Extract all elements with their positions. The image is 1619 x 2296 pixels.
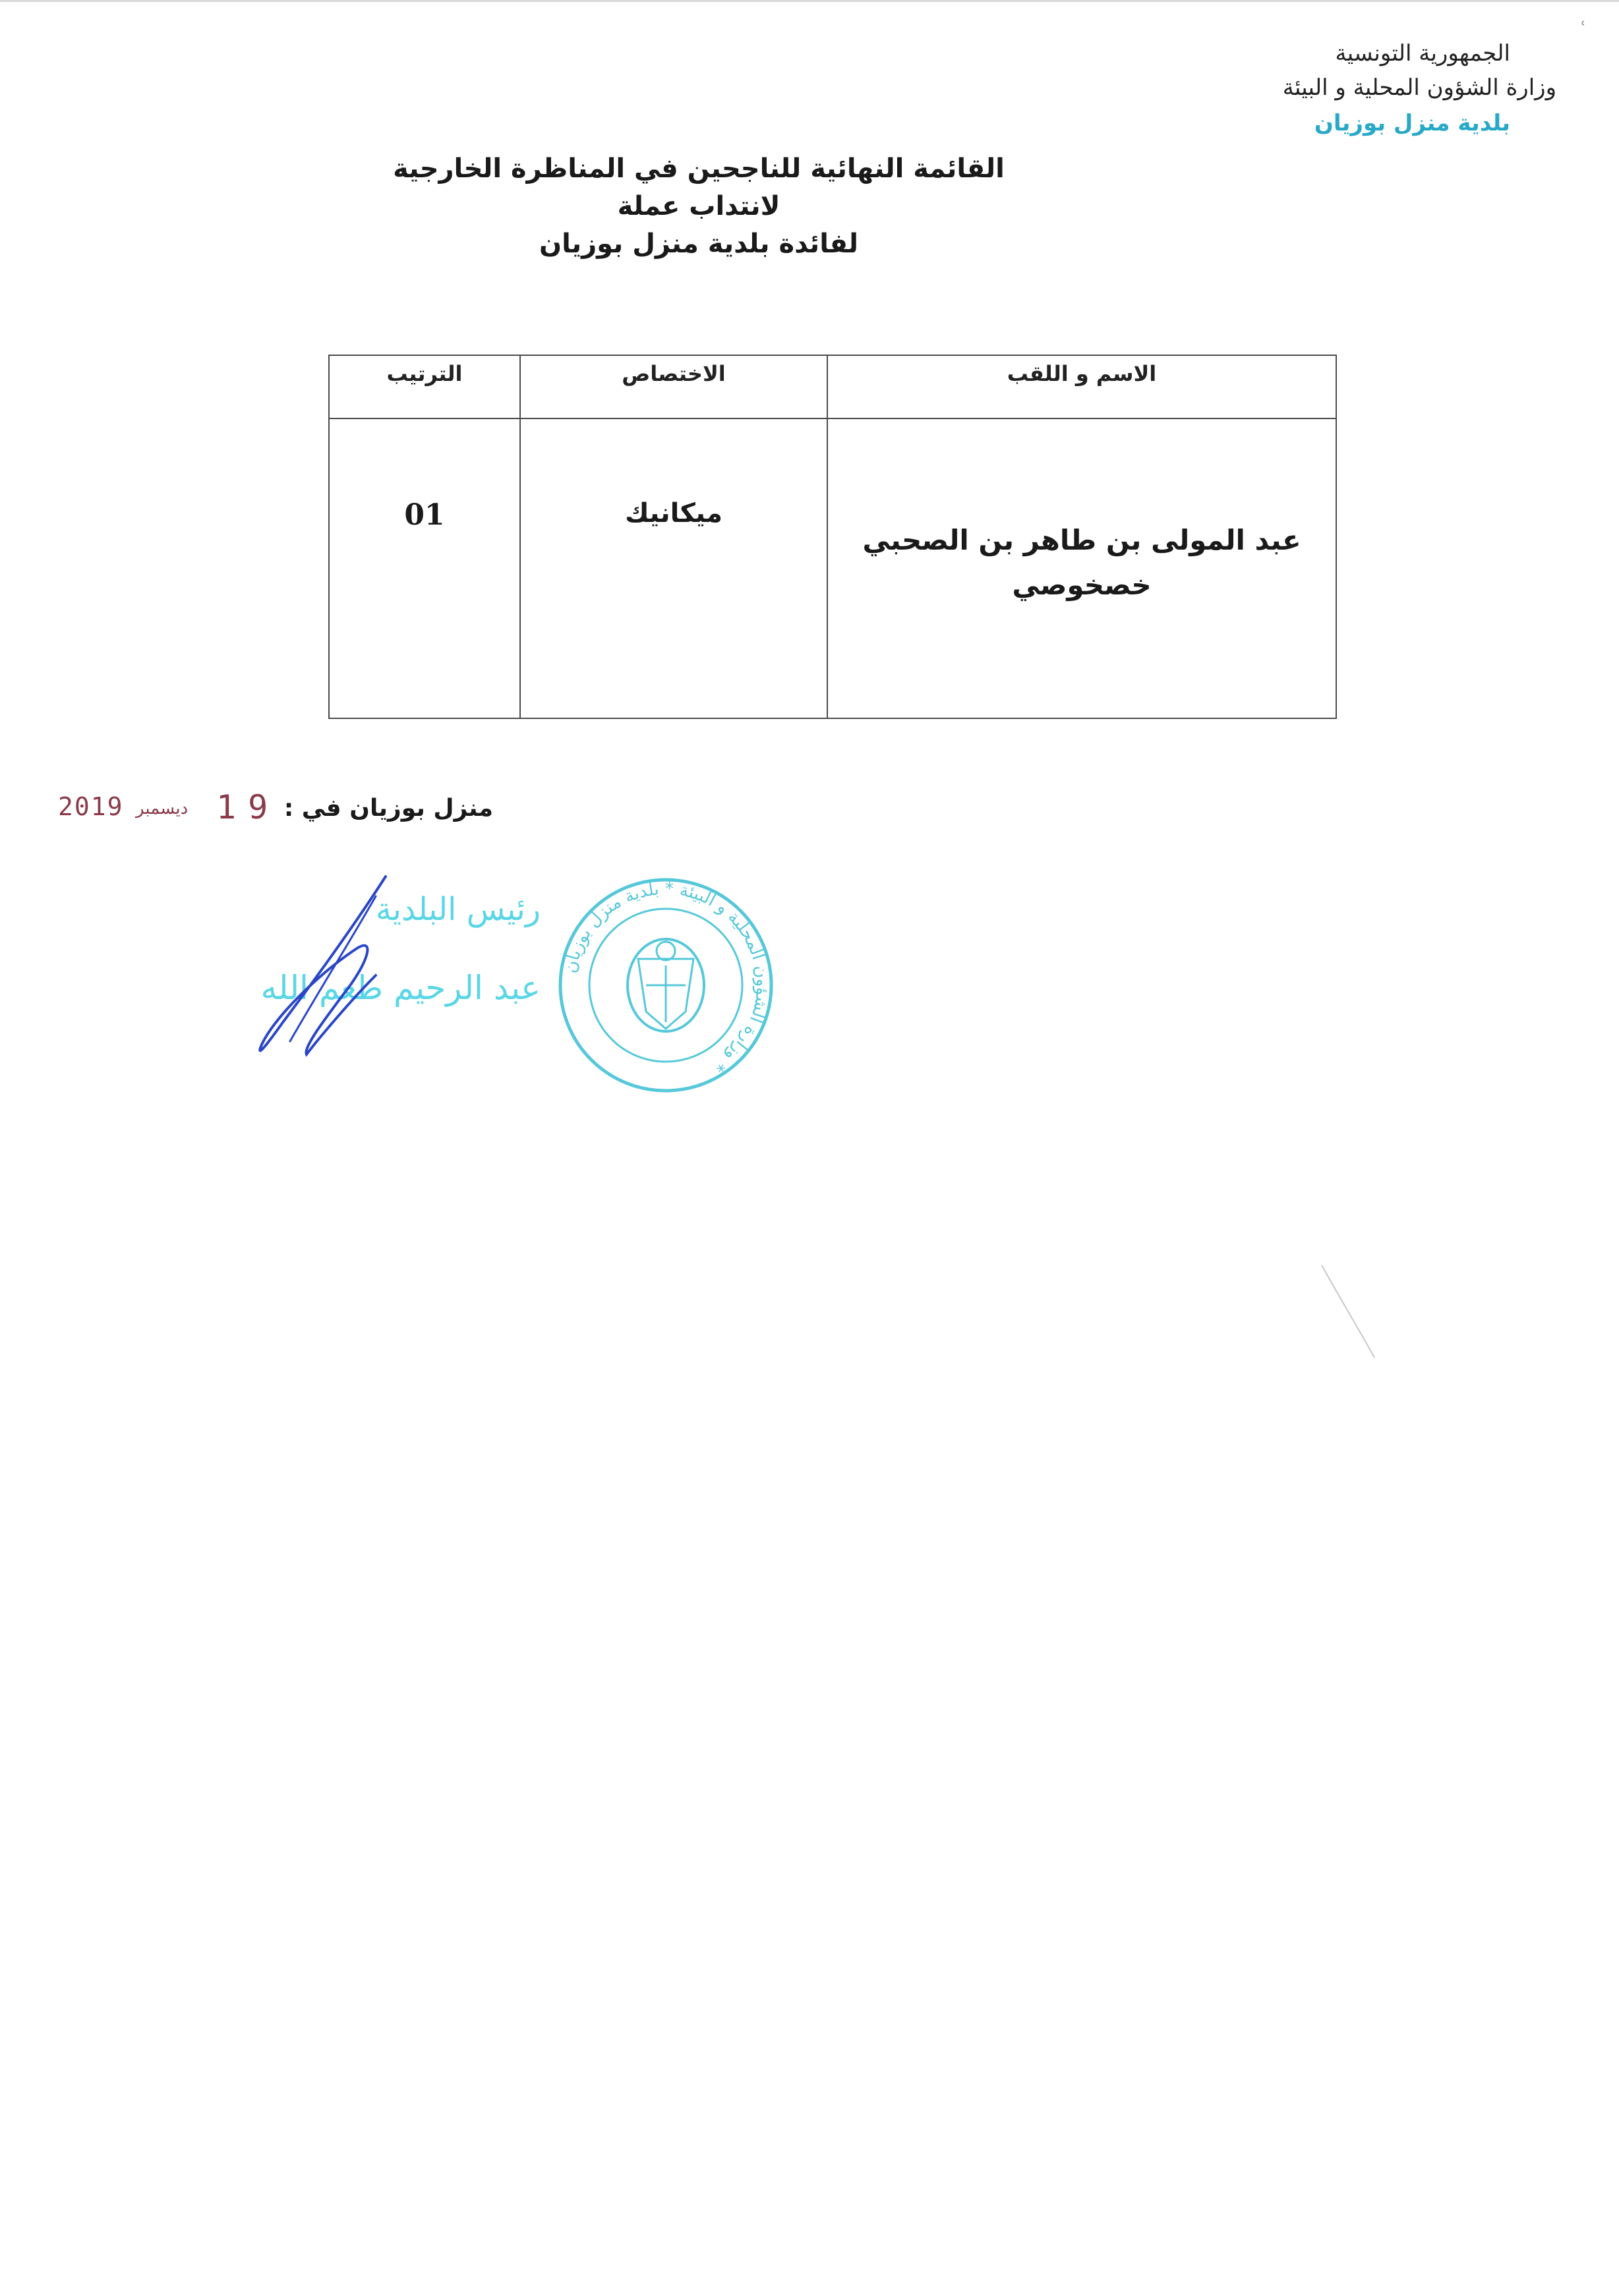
place-label: منزل بوزيان في :: [283, 795, 493, 822]
table-row: [329, 418, 1336, 718]
scan-mark: [1318, 1262, 1378, 1361]
title-line-1: القائمة النهائية للناجحين في المناظرة الخارجية: [393, 154, 1005, 184]
column-header-rank: الترتيب: [329, 355, 520, 418]
title-line-3: لفائدة بلدية منزل بوزيان: [539, 229, 859, 259]
results-table: [328, 355, 1337, 719]
official-seal: [554, 873, 778, 1097]
letterhead-country: الجمهورية التونسية: [1335, 40, 1510, 67]
signature-stamp: [158, 876, 567, 1074]
place-date-line: [58, 789, 493, 829]
title-line-2: لانتداب عملة: [617, 191, 780, 221]
handwritten-signature: [244, 870, 402, 1068]
cell-rank: 01: [329, 418, 520, 718]
date-day-stamp: 19: [216, 788, 280, 826]
signature-name: عبد الرحيم طعم الله: [260, 969, 541, 1007]
table-header-row: [329, 355, 1336, 418]
letterhead-ministry: وزارة الشؤون المحلية و البيئة: [1282, 74, 1556, 101]
signature-title: رئيس البلدية: [375, 891, 541, 928]
cell-specialty: ميكانيك: [520, 418, 827, 718]
document-title: [369, 150, 1028, 263]
corner-mark: ʿ: [1581, 18, 1586, 38]
seal-text-path: وزارة الشؤون المحلية و البيئة * بلدية منزل بوزيان *: [560, 878, 773, 1076]
date-year-stamp: 2019: [58, 792, 124, 821]
date-month-stamp: ديسمبر: [136, 799, 189, 818]
scan-top-edge: [0, 0, 1619, 2]
column-header-name: الاسم و اللقب: [827, 355, 1336, 418]
letterhead: [1283, 36, 1556, 140]
column-header-specialty: الاختصاص: [520, 355, 827, 418]
cell-name: عبد المولى بن طاهر بن الصحبي خصخوصي: [827, 418, 1336, 718]
letterhead-municipality: بلدية منزل بوزيان: [1314, 110, 1510, 136]
